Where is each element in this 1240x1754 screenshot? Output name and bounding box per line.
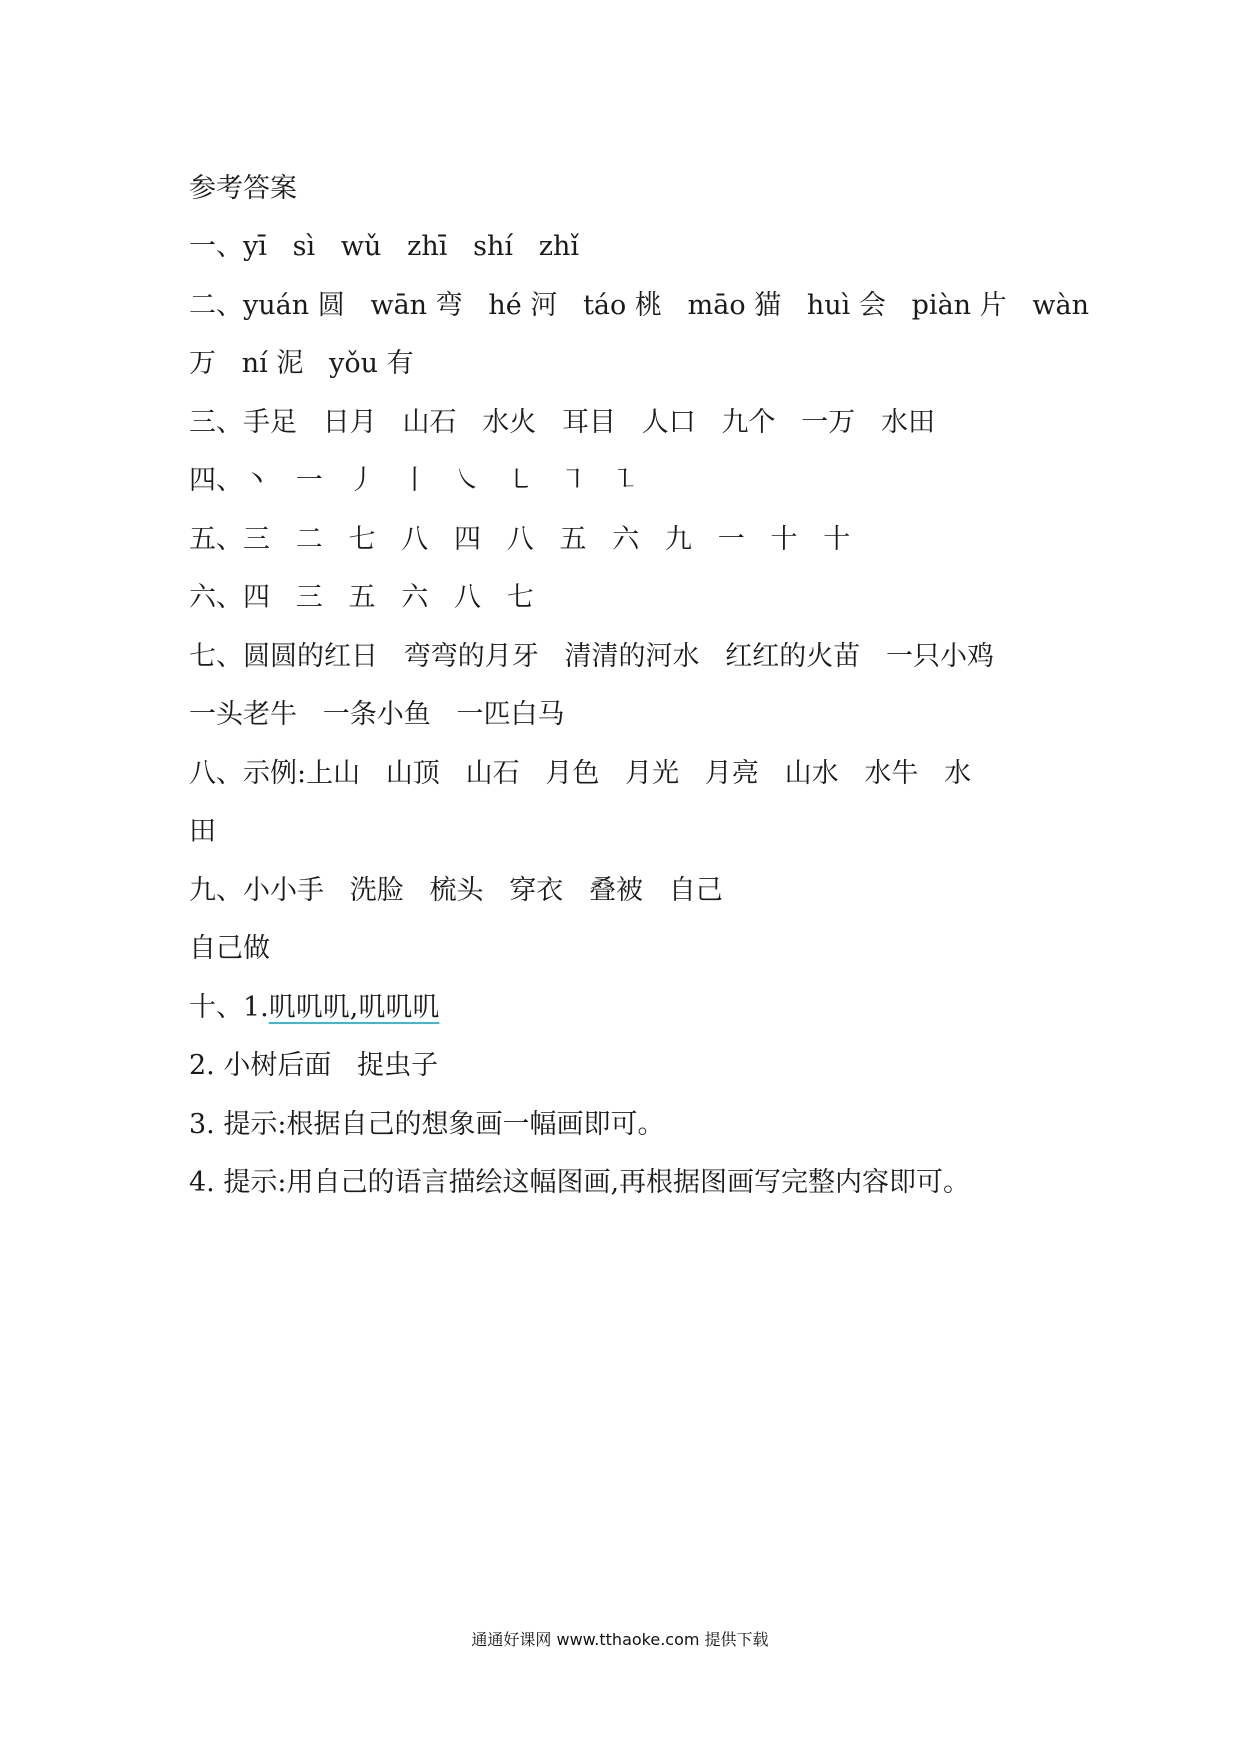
page-footer: 通通好课网 www.tthaoke.com 提供下载 — [471, 1630, 769, 1649]
answer-line-8: 八、示例:上山 山顶 山石 月色 月光 月亮 山水 水牛 水 — [189, 757, 972, 789]
answer-line-8-cont: 田 — [189, 816, 216, 847]
answer-line-10 — [189, 979, 1069, 1038]
page-title: 参考答案 — [189, 173, 297, 204]
answer-content — [189, 160, 1089, 1213]
answer-line-6: 六、四 三 五 六 八 七 — [189, 582, 534, 613]
answer-line-2: 二、yuán 圆 wān 弯 hé 河 táo 桃 māo 猫 huì 会 piàn 片 wàn — [189, 289, 1089, 321]
answer-line-9-cont: 自己做 — [189, 933, 270, 964]
answer-line-5: 五、三 二 七 八 四 八 五 六 九 一 十 十 — [189, 523, 851, 555]
answer-line-7-cont: 一头老牛 一条小鱼 一匹白马 — [189, 699, 565, 730]
answer-line-4: 四、丶 一 丿 丨 ㇏ ㇄ ㇕ ㇅ — [189, 465, 640, 496]
answer-line-2-cont: 万 ní 泥 yǒu 有 — [189, 348, 414, 379]
answer-line-10-4: 4. 提示:用自己的语言描绘这幅图画,再根据图画写完整内容即可。 — [189, 1167, 971, 1198]
answer-10-underlined: 叽叽叽,叽叽叽 — [268, 991, 440, 1023]
answer-line-7: 七、圆圆的红日 弯弯的月牙 清清的河水 红红的火苗 一只小鸡 — [189, 640, 994, 672]
answer-line-9: 九、小小手 洗脸 梳头 穿衣 叠被 自己 — [189, 874, 723, 906]
answer-line-10-2: 2. 小树后面 捉虫子 — [189, 1050, 439, 1081]
answer-line-1: 一、yī sì wǔ zhī shí zhǐ — [189, 231, 579, 262]
answer-line-10-3: 3. 提示:根据自己的想象画一幅画即可。 — [189, 1108, 665, 1140]
answer-10-prefix: 十、1. — [189, 991, 269, 1023]
answer-line-3: 三、手足 日月 山石 水火 耳目 人口 九个 一万 水田 — [189, 406, 935, 438]
